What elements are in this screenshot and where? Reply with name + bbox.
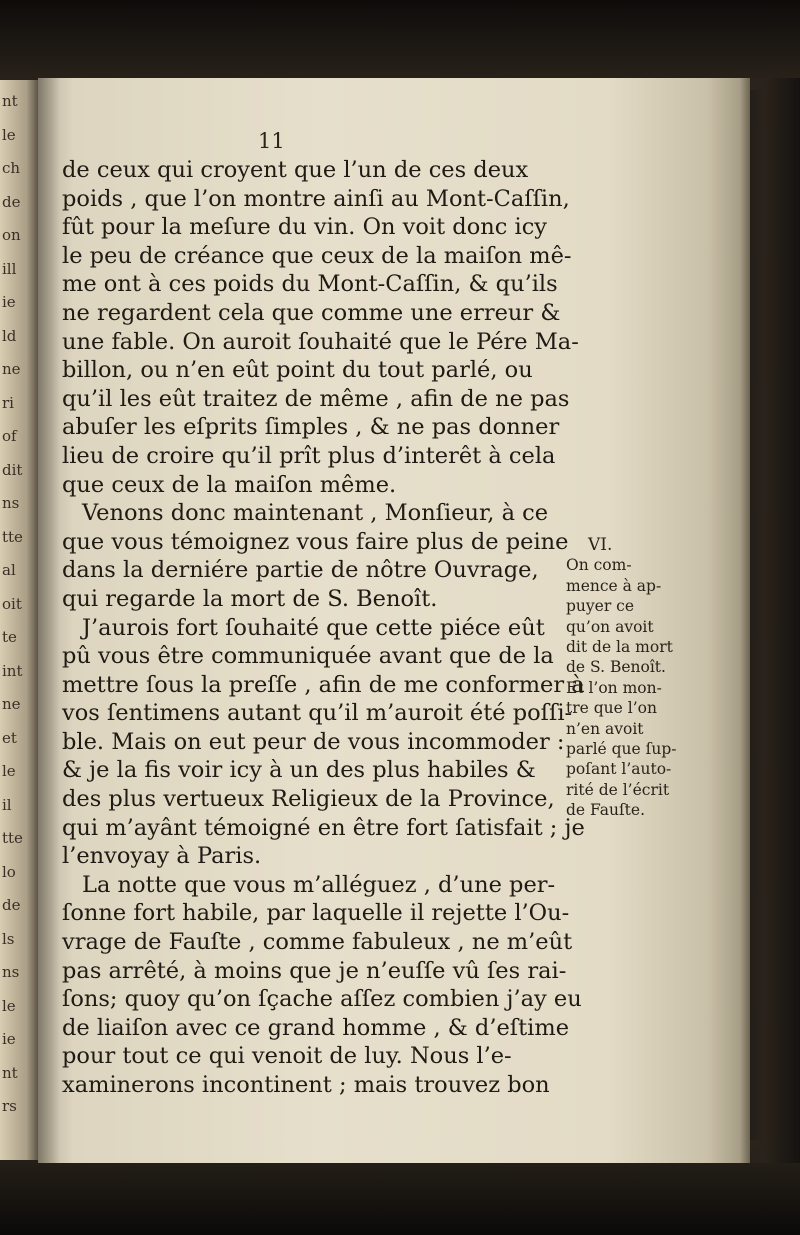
text-line: ſons; quoy qu’on ſçache aſſez combien j’ay eu — [62, 986, 582, 1013]
text-line: une fable. On auroit ſouhaité que le Pére Ma- — [62, 328, 579, 355]
text-line: pû vous être communiquée avant que de la — [62, 643, 554, 670]
previous-page-fragment: ne — [2, 360, 21, 378]
margin-note-line: poſant l’auto- — [566, 760, 672, 779]
previous-page-fragment: ill — [2, 259, 17, 278]
text-line: vrage de Fauſte , comme fabuleux , ne m’eût — [62, 929, 573, 956]
previous-page-edge — [0, 80, 38, 1160]
margin-note-line: mence à ap- — [566, 576, 662, 595]
previous-page-fragment: ne — [2, 695, 21, 713]
previous-page-fragment: lo — [2, 862, 16, 881]
previous-page-fragment: le — [2, 996, 16, 1015]
margin-note — [566, 535, 716, 820]
text-line: ſonne fort habile, par laquelle il rejette l’Ou- — [62, 900, 570, 927]
text-line: que ceux de la maiſon même. — [62, 471, 397, 498]
previous-page-fragment: ie — [2, 293, 16, 311]
text-line: Venons donc maintenant , Monſieur, à ce — [82, 500, 549, 527]
previous-page-fragment: ns — [2, 494, 20, 512]
margin-note-line: On com- — [566, 556, 632, 575]
previous-page-fragment: of — [2, 427, 17, 445]
previous-page-fragment: de — [2, 896, 21, 914]
text-line: billon, ou n’en eût point du tout parlé, ou — [62, 357, 533, 384]
margin-note-line: dit de la mort — [566, 637, 673, 656]
text-line: des plus vertueux Religieux de la Province, — [62, 786, 555, 813]
previous-page-fragment: oit — [2, 594, 22, 613]
page-right-shadow — [740, 78, 800, 1163]
margin-note-line: rité de l’écrit — [566, 780, 670, 799]
text-line: dans la derniére partie de nôtre Ouvrage, — [62, 557, 539, 584]
previous-page-fragment: ie — [2, 1030, 16, 1048]
previous-page-fragment: rs — [2, 1097, 17, 1115]
previous-page-fragment: al — [2, 561, 16, 579]
text-line: fût pour la meſure du vin. On voit donc icy — [62, 214, 548, 241]
text-line: qu’il les eût traitez de même , afin de ne pas — [62, 385, 570, 412]
page-number: 11 — [258, 129, 285, 153]
book-top-edge — [0, 0, 800, 90]
text-line: mettre ſous la preſſe , afin de me conformer à — [62, 671, 585, 698]
margin-note-line: de S. Benoît. — [566, 658, 666, 677]
previous-page-fragment: ch — [2, 159, 21, 177]
previous-page-fragment: tte — [2, 527, 23, 546]
previous-page-fragment: le — [2, 762, 16, 780]
text-line: qui regarde la mort de S. Benoît. — [62, 585, 438, 612]
text-line: me ont à ces poids du Mont-Caſſin, & qu’ils — [62, 271, 558, 298]
text-line: vos ſentimens autant qu’il m’auroit été poſſi- — [62, 700, 573, 727]
margin-note-heading: VI. — [588, 535, 613, 555]
text-line: pas arrêté, à moins que je n’euſſe vû ſes rai- — [62, 957, 567, 984]
previous-page-fragment: il — [2, 795, 12, 814]
previous-page-fragment: nt — [2, 92, 18, 110]
book-page — [38, 78, 750, 1163]
text-line: de liaiſon avec ce grand homme , & d’eſtime — [62, 1014, 570, 1041]
previous-page-fragment: int — [2, 661, 23, 680]
previous-page-fragment: ns — [2, 963, 20, 981]
margin-note-line: de Fauſte. — [566, 801, 646, 820]
text-line: & je la fis voir icy à un des plus habiles & — [62, 757, 536, 784]
previous-page-fragment: ls — [2, 929, 15, 948]
previous-page-fragment: de — [2, 192, 21, 211]
text-line: le peu de créance que ceux de la maiſon mê- — [62, 242, 572, 269]
previous-page-fragment: ri — [2, 393, 14, 412]
previous-page-fragment: dit — [2, 460, 23, 479]
text-line: xaminerons incontinent ; mais trouvez bon — [62, 1072, 550, 1098]
text-line: lieu de croire qu’il prît plus d’interêt à cela — [62, 442, 556, 469]
text-line: ble. Mais on eut peur de vous incommoder : — [62, 728, 565, 755]
previous-page-fragment: tte — [2, 829, 23, 847]
text-line: abuſer les eſprits ſimples , & ne pas donner — [62, 414, 560, 441]
previous-page-fragment: te — [2, 628, 17, 646]
margin-note-line: tre que l’on — [566, 699, 657, 718]
text-line: l’envoyay à Paris. — [62, 843, 262, 870]
margin-note-line: qu’on avoit — [566, 617, 654, 636]
body-text — [62, 156, 585, 1100]
previous-page-fragment: on — [2, 226, 21, 244]
previous-page-fragment: le — [2, 125, 16, 144]
text-line: que vous témoignez vous faire plus de peine — [62, 528, 569, 555]
text-line: pour tout ce qui venoit de luy. Nous l’e- — [62, 1043, 512, 1070]
text-line: J’aurois fort ſouhaité que cette piéce eût — [82, 614, 545, 641]
previous-page-fragment: ld — [2, 326, 17, 345]
margin-note-line: puyer ce — [566, 597, 635, 616]
text-line: qui m’ayânt témoigné en être fort ſatisfait ; je — [62, 814, 585, 841]
margin-note-line: n’en avoit — [566, 719, 644, 738]
text-line: poids , que l’on montre ainſi au Mont-Caſſin, — [62, 185, 570, 212]
gutter-shadow — [38, 78, 60, 1163]
margin-note-line: Et l’on mon- — [566, 678, 662, 697]
text-line: ne regardent cela que comme une erreur & — [62, 299, 561, 326]
text-line: de ceux qui croyent que l’un de ces deux — [62, 157, 529, 183]
text-line: La notte que vous m’alléguez , d’une per- — [82, 871, 556, 898]
previous-page-fragment: nt — [2, 1063, 18, 1082]
previous-page-fragment: et — [2, 728, 17, 747]
margin-note-line: parlé que ſup- — [566, 739, 677, 758]
